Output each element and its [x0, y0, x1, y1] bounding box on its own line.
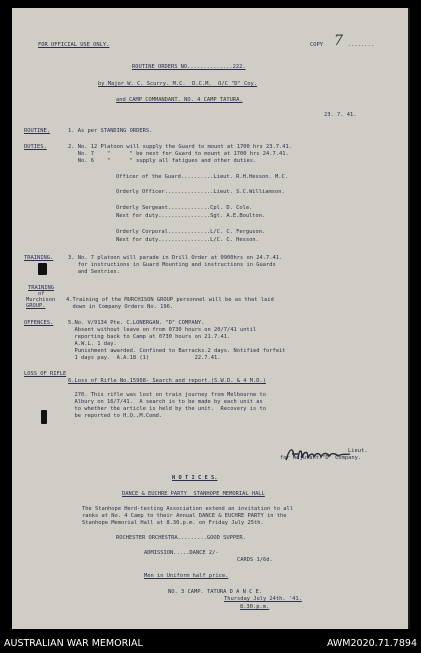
copy-number: 7	[334, 33, 343, 49]
duties-label: DUTIES.	[24, 144, 47, 150]
punch-hole	[41, 410, 47, 424]
notices-subtitle: DANCE & EUCHRE PARTY STANHOPE MEMORIAL HALL	[122, 491, 265, 497]
camp-dance-line: NO. 3 CAMP. TATURA D A N C E.	[168, 589, 263, 595]
offences-line: Punishment awarded. Confined to Barracks.2 days. Notified forfeit	[68, 348, 286, 354]
rifle-line: to whether the article is held by the unit. Recovery is to	[68, 406, 266, 412]
routine-label: ROUTINE.	[24, 128, 50, 134]
official-use-heading: FOR OFFICIAL USE ONLY.	[38, 42, 110, 48]
punch-hole	[38, 263, 47, 275]
loss-of-rifle-label: LOSS OF RIFLE	[24, 371, 67, 377]
notice-line: The Stanhope Herd-testing Association extend an invitation to all	[82, 506, 293, 512]
offences-line: A.W.L. 1 day.	[68, 341, 117, 347]
rifle-line: 6.Loss of Rifle No.15908- Search and report.(S.W.D. & 4 M.D.)	[68, 378, 266, 384]
murchison-label: GROUP.	[26, 303, 46, 309]
orders-title: ROUTINE ORDERS NO..............222.	[132, 64, 246, 70]
footer-accession: AWM2020.71.7894	[326, 638, 417, 649]
notices-title: N O T I C E S.	[172, 475, 218, 481]
admission-line: ADMISSION.....DANCE 2/-	[144, 550, 219, 556]
offences-line: 1 days pay. A.A.18 (1) 22.7.41.	[68, 355, 221, 361]
orchestra-line: ROCHESTER ORCHESTRA.........GOOD SUPPER.	[116, 535, 246, 541]
routine-text: 1. As per STANDING ORDERS.	[68, 128, 153, 134]
roster-line: Orderly Corporal.............L/C. C. Ferguson.	[116, 229, 266, 235]
copy-dots: ........	[348, 42, 374, 48]
murchison-label: TRAINING	[28, 285, 54, 291]
document-page	[12, 8, 410, 629]
order-date: 23. 7. 41.	[324, 112, 357, 118]
duties-line: No. 6 " " supply all fatigues and other duties.	[68, 158, 257, 164]
notice-line: ranks at No. 4 Camp to their Annual DANCE & EUCHRE PARTY in the	[82, 513, 287, 519]
training-line: 3. No. 7 platoon will parade in Drill Order at 0900hrs on 24.7.41.	[68, 255, 283, 261]
roster-line: Orderly Sergeant.............Cpl. D. Cole.	[116, 205, 253, 211]
archive-footer	[0, 631, 421, 653]
roster-line: Next for duty................Sgt. A.E.Boulton.	[116, 213, 266, 219]
duties-line: 2. No. 12 Platoon will supply the Guard to mount at 1700 hrs 23.7.41.	[68, 144, 292, 150]
offences-label: OFFENCES.	[24, 320, 54, 326]
training-line: and Sentries.	[68, 269, 120, 275]
training-line: for instructions in Guard Mounting and instructions in Guards	[68, 262, 276, 268]
signature-rank: Lieut.	[348, 448, 368, 454]
notice-line: Stanhope Memorial Hall at 8.30.p.m. on Friday July 25th.	[82, 520, 264, 526]
camp-commandant: and CAMP COMMANDANT. NO. 4 CAMP TATURA.	[116, 97, 243, 103]
roster-line: Officer of the Guard..........Lieut. R.H.Hesson. M.C.	[116, 174, 289, 180]
offences-line: reporting back to Camp at 0730 hours on 21.7.41.	[68, 334, 231, 340]
murchison-line: down in Company Orders No. 196.	[66, 304, 174, 310]
roster-line: Orderly Officer...............Lieut. S.C.Williamson.	[116, 189, 285, 195]
murchison-line: 4.Training of the MURCHISON GROUP personnel will be as that laid	[66, 297, 274, 303]
cards-line: CARDS 1/6d.	[237, 557, 273, 563]
uniform-line: Men in Uniform half price.	[144, 573, 229, 579]
rifle-line: be reported to H.Q.,M.Comd.	[68, 413, 163, 419]
roster-line: Next for duty................L/C. C. Hesson.	[116, 237, 259, 243]
footer-source: AUSTRALIAN WAR MEMORIAL	[4, 638, 143, 649]
issued-by: by Major W. C. Scurry. M.C. D.C.M. O/C "D" Coy.	[98, 81, 258, 87]
offences-line: 5.No. V/9134 Pte. C.LONERGAN. "D" COMPANY.	[68, 320, 205, 326]
copy-label: COPY	[310, 42, 323, 48]
offences-line: Absent without leave on from 0730 hours on 20/7/41 until	[68, 327, 257, 333]
rifle-line: Albury on 16/7/41. A search is to be made by each unit as	[68, 399, 263, 405]
dance-time: 8.30.p.m.	[240, 604, 270, 610]
duties-line: No. 7 " " be next for Guard to mount at 1700 hrs 24.7.41.	[68, 151, 289, 157]
training-label: TRAINING.	[24, 255, 54, 261]
signature-for-line: for Adjutant "D" Company.	[280, 455, 362, 461]
murchison-label: Murchison	[26, 297, 56, 303]
murchison-label: of	[38, 291, 45, 297]
dance-date: Thursday July 24th. '41.	[224, 596, 302, 602]
rifle-line: 270. This rifle was lost on train journey from Melbourne to	[68, 392, 266, 398]
